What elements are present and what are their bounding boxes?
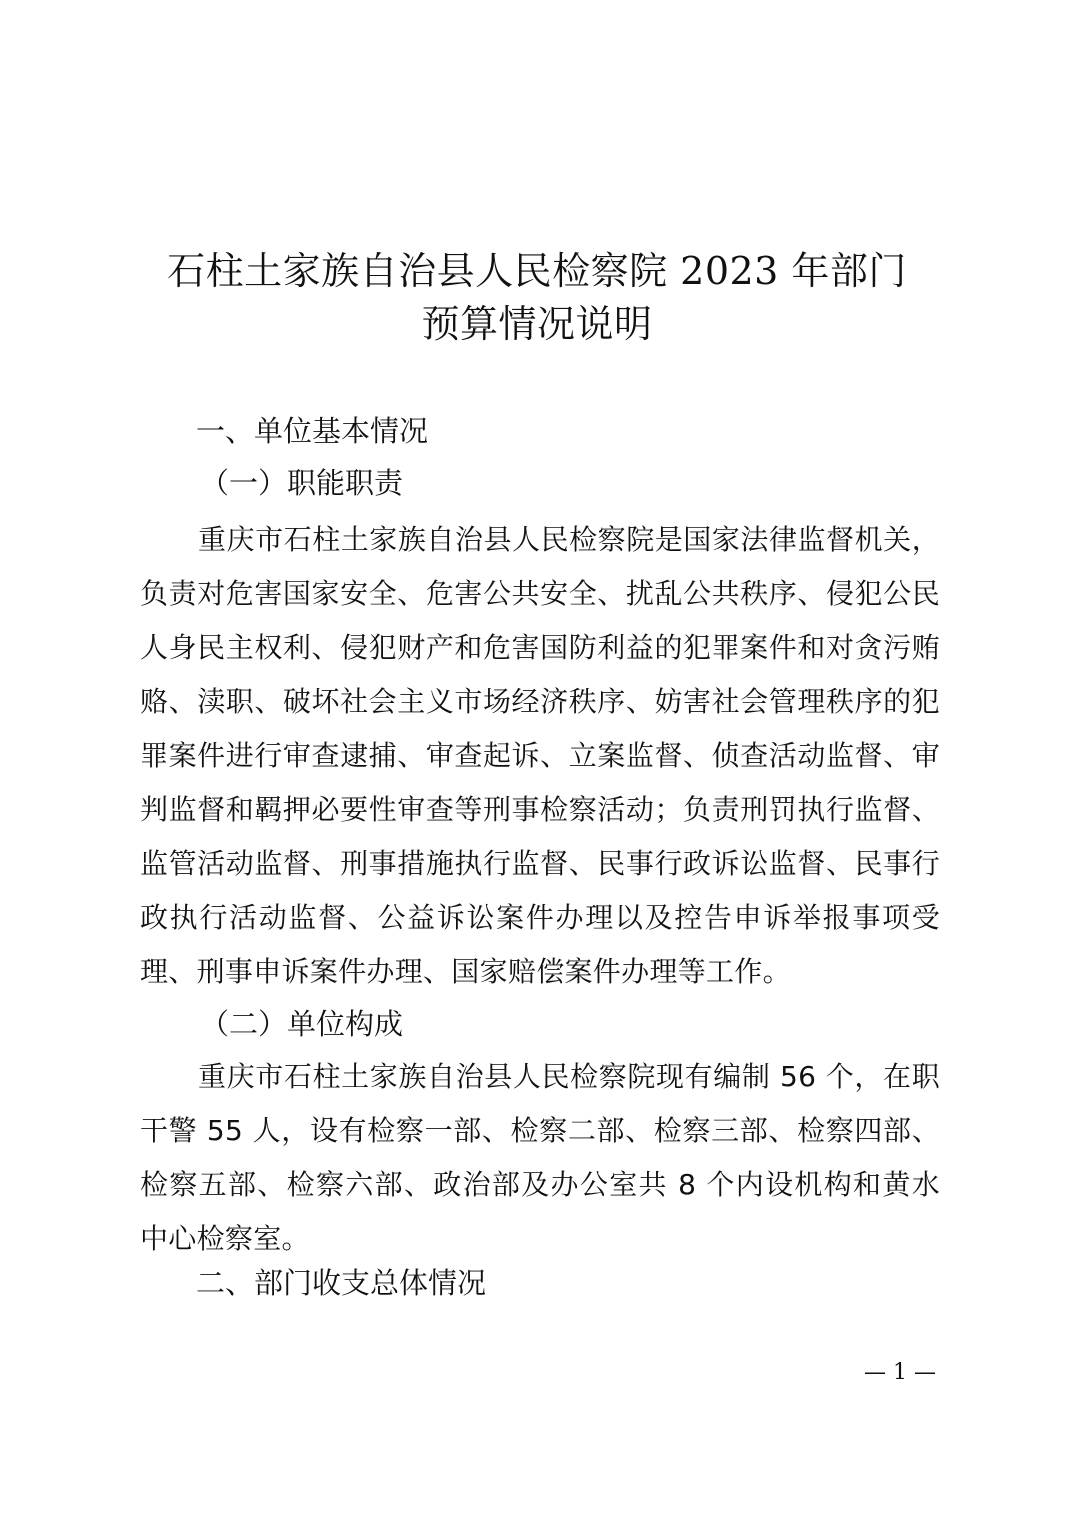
section-heading-unit-basic-info: 一、单位基本情况 <box>196 414 429 448</box>
paragraph-unit-composition: 重庆市石柱土家族自治县人民检察院现有编制 56 个，在职干警 55 人，设有检察一部、检察二部、检察三部、检察四部、检察五部、检察六部、政治部及办公室共 8 个内设机构和黄水中心检察室。 <box>140 1060 940 1255</box>
document-title-line-2: 预算情况说明 <box>421 302 653 346</box>
page-number: — 1 — <box>864 1360 936 1385</box>
subsection-heading-unit-composition: （二）单位构成 <box>200 1007 404 1041</box>
document-title-line-1: 石柱土家族自治县人民检察院 2023 年部门 <box>167 249 907 293</box>
paragraph-functions: 重庆市石柱土家族自治县人民检察院是国家法律监督机关，负责对危害国家安全、危害公共安全、扰乱公共秩序、侵犯公民人身民主权利、侵犯财产和危害国防利益的犯罪案件和对贪污贿赂、渎职、破坏社会主义市场经济秩序、妨害社会管理秩序的犯罪案件进行审查逮捕、审查起诉、立案监督、侦查活动监督、审判监督和羁押必要性审查等刑事检察活动；负责刑罚执行监督、监管活动监督、刑事措施执行监督、民事行政诉讼监督、民事行政执行活动监督、公益诉讼案件办理以及控告申诉举报事项受理、刑事申诉案件办理、国家赔偿案件办理等工作。 <box>140 523 940 988</box>
subsection-heading-functions: （一）职能职责 <box>200 466 404 500</box>
section-heading-income-expenditure: 二、部门收支总体情况 <box>196 1266 487 1300</box>
